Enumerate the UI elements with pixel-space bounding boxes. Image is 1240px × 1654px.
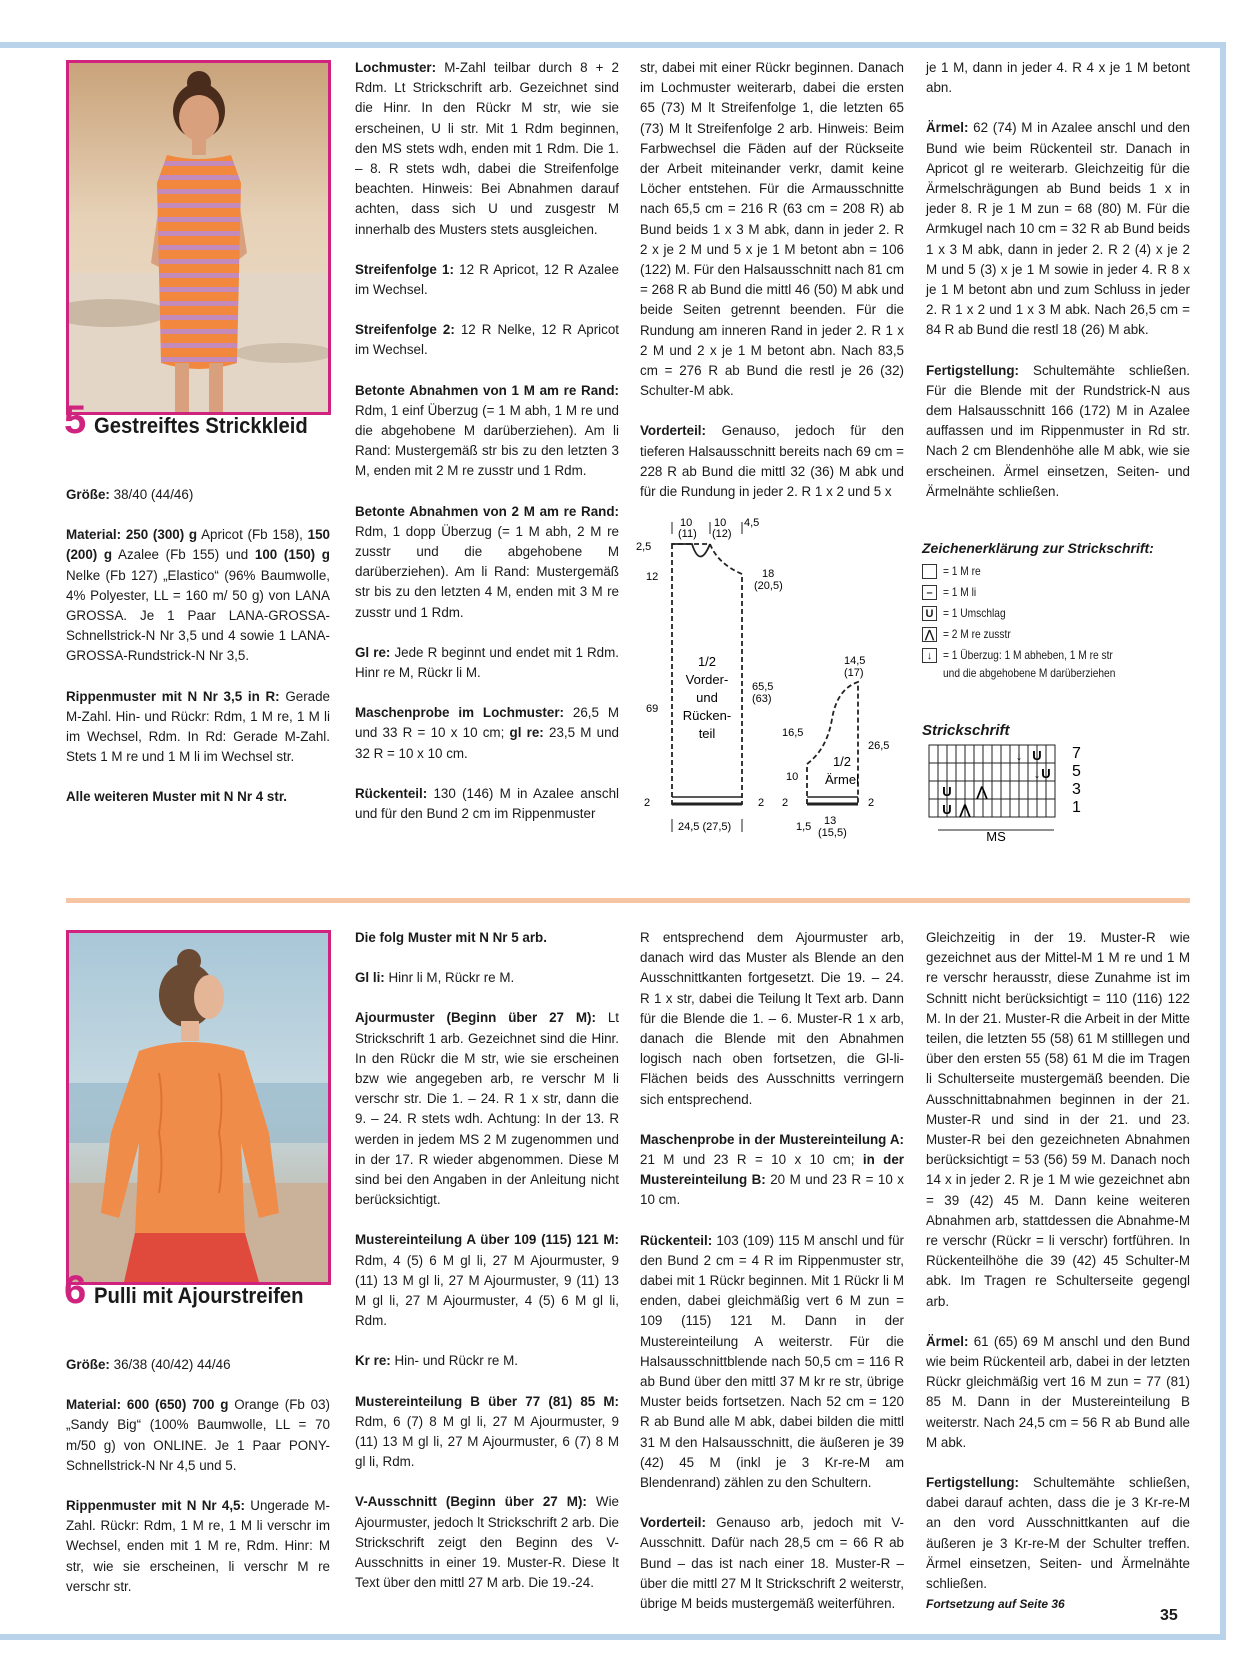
p5-fertig: Fertigstellung: Schultemähte schließen. Für die Blende mit der Rundstrick-N aus dem Halsausschnitt 166 (172) M in Azalee auffassen und im Rippenmuster in Rd str. Nach 2 cm Blendenhöhe alle M abk, wie sie erscheinen. Ärmel einsetzen, Seiten- und Ärmelnähte schließen. [926, 362, 1190, 499]
p6-rib: Rippenmuster mit N Nr 4,5: Ungerade M-Zahl. Rückr: Rdm, 1 M re, 1 M li verschr im Wechsel, enden mit 1 M re, Rdm. Hinr: M str, wie sie erscheinen, li verschr M re verschr str. [66, 1498, 331, 1594]
body-label-2: Vorder- [685, 672, 729, 687]
project5-title: Gestreiftes Strickkleid [94, 413, 309, 438]
legend-row: = 1 M re [922, 564, 1172, 585]
project5-col2 [355, 58, 619, 844]
dim-s-low: 10 [786, 771, 799, 783]
chart-cell [965, 745, 974, 763]
chart-cell [1037, 799, 1046, 817]
section-separator [66, 898, 1190, 903]
photo-striped-dress [66, 60, 331, 415]
legend-row: – = 1 M li [922, 585, 1172, 606]
chart-cell [965, 781, 974, 799]
p6-size: Größe: 36/38 (40/42) 44/46 [66, 1357, 231, 1372]
p6-eintA: Mustereinteilung A über 109 (115) 121 M: Rdm, 4 (5) 6 M gl li, 27 M Ajourmuster, 9 (11) 13 M gl li, 27 M Ajourmuster, 9 (11) 13 M gl li, 27 M Ajourmuster, 4 (5) 6 M gl li, Rdm. [355, 1232, 619, 1329]
project6-title: Pulli mit Ajourstreifen [94, 1283, 304, 1308]
p5-material: Material: 250 (300) g Apricot (Fb 158), 150 (200) g Azalee (Fb 155) und 100 (150) g Nelke (Fb 127) „Elastico“ (96% Baumwolle, 4% Polyester, LL = 160 m/ 50 g) von LANA GROSSA. Je 1 Paar LANA-GROSSA-Schnellstrick-N Nr 3,5 und 4 sowie 1 LANA-GROSSA-Rundstrick-N Nr 3,5. [66, 527, 330, 664]
chart-cell [1037, 781, 1046, 799]
yo-mark: U [942, 802, 952, 817]
p5-ruecken: Rückenteil: 130 (146) M in Azalee anschl und für den Bund 2 cm im Rippenmuster [355, 785, 619, 822]
p5-col4-cont: je 1 M, dann in jeder 4. R 4 x je 1 M betont abn. [926, 60, 1190, 96]
purl-symbol-icon: – [922, 585, 937, 600]
yo-mark: U [1041, 766, 1051, 781]
p6-krre: Kr re: Hin- und Rückr re M. [355, 1353, 518, 1369]
project5-col1 [66, 485, 330, 828]
chart-cell [929, 763, 938, 781]
p5-other: Alle weiteren Muster mit N Nr 4 str. [66, 789, 288, 805]
sleeve-label-2: Ärmel [825, 772, 859, 787]
dim-s-right: 26,5 [868, 740, 890, 752]
p6-col4-cont: Gleichzeitig in der 19. Muster-R wie gezeichnet aus der Mittel-M 1 M re und 1 M re verschr herausstr, diese Zunahme ist im Schnitt nicht berücksichtigt = 110 (116) 122 M. In der 21. Muster-R die Arbeit in der Mitte teilen, die letzten 55 (58) 61 M stilllegen und über den ersten 55 (58) 61 M die im Tragen li Schulterseite mustergemäß beenden. Die Ausschnittabnahmen beginnen in der 21. Muster-R und sind in der 21. und 23. Muster-R bei den gezeichneten Abnahmen berücksichtigt = 53 (56) 59 M. Danach noch 14 x in jeder 2. R je 1 M wie gezeichnet abn = 39 (42) 45 M. Dann keine weiteren Abnahmen arb, stattdessen die Abnahme-M re verschr (Rückr = li verschr) fortführen. In Rückenteilhöhe die 39 (42) 45 Schulter-M abk. Im Tragen re Schulterseite gegengl arb. [926, 930, 1190, 1309]
dim-s-left: 16,5 [782, 727, 804, 739]
chart-cell [992, 799, 1001, 817]
chart-cell [1046, 781, 1055, 799]
p5-aermel: Ärmel: 62 (74) M in Azalee anschl und den Bund wie beim Rückenteil str. Danach in Apricot gl re weiterarb. Gleichzeitig für die Ärmelschrägungen ab Bund beids 1 x in jeder 8. R je 1 M zun = 68 (80) M. Für die Armkugel nach 10 cm = 32 R ab Bund beids 1 x 3 M abk, dann in jeder 2. R 2 (4) x je 2 M und 5 (3) x je 1 M sowie in jeder 4. R 8 x je 1 M betont abn und zum Schluss in jeder 2. R 1 x 2 und 1 x 3 M abk. Nach 26,5 cm = 84 R ab Bund die restl 18 (26) M abk. [926, 120, 1190, 338]
chart-cell [983, 799, 992, 817]
chart-cell [956, 781, 965, 799]
body-label-4: Rücken- [682, 708, 732, 723]
chart-cell [947, 745, 956, 763]
p5-ruecken-cont: str, dabei mit einer Rückr beginnen. Danach im Lochmuster weiterarb, dabei die ersten 65 (73) M lt Streifenfolge 1, die letzten 65 (73) M lt Streifenfolge 2 arb. Hinweis: Beim Farbwechsel die Fäden auf der Rückseite der Arbeit miteinander verkr, damit keine Löcher entstehen. Für die Armausschnitte nach 65,5 cm = 216 R (63 cm = 208 R) ab Bund beids 1 x 3 M abk, dann in jeder 2. R 2 x je 2 M und 5 x je 1 M betont abn = 106 (122) M. Für den Halsausschnitt nach 81 cm = 268 R ab Bund die mittl 46 (50) M abk und beide Seiten getrennt beenden. Für die Rundung am inneren Rand in jeder 2. R 1 x 2 M und 2 x je 1 M betont abn. Nach 83,5 cm = 276 R ab Bund die restl je 26 (32) Schulter-M abk. [640, 60, 904, 399]
chart-cell [1019, 781, 1028, 799]
p6-vneck: V-Ausschnitt (Beginn über 27 M): Wie Ajourmuster, jedoch lt Strickschrift 2 arb. Die Strickschrift zeigt den Beginn des V-Ausschnitts in einer 19. Muster-R. Diese lt Text über den mittl 27 M arb. Die 19.-24. [355, 1494, 619, 1591]
chart-cell [974, 745, 983, 763]
chart-cell [1001, 763, 1010, 781]
dim-s-bund2: 2 [868, 797, 875, 809]
dim-top2b: (12) [712, 528, 732, 540]
chart-cell [929, 799, 938, 817]
knitting-chart [922, 744, 1092, 844]
project6-number: 6 [64, 1268, 87, 1312]
dim-armh: 65,5 [752, 681, 774, 693]
row-num: 1 [1072, 799, 1081, 816]
body-label-3: und [696, 690, 718, 705]
p6-eintB: Mustereinteilung B über 77 (81) 85 M: Rdm, 6 (7) 8 M gl li, 27 M Ajourmuster, 9 (11) 13 M gl li, 27 M Ajourmuster, 6 (7) 8 M gl li, Rdm. [355, 1393, 619, 1470]
project5-heading [64, 398, 327, 443]
yo-mark: U [1032, 748, 1042, 763]
p5-lochmuster: Lochmuster: M-Zahl teilbar durch 8 + 2 Rdm. Lt Strickschrift arb. Gezeichnet sind die Hinr. In den Rückr M str, wie sie erscheinen, U li str. Mit 1 Rdm beginnen, den MS stets wdh, enden mit 1 Rdm. Die 1. – 8. R stets wdh, dabei die Streifenfolge beachten. Hinweis: Bei Abnahmen darauf achten, dass sich U und zusgestr M innerhalb des Musters stets ausgleichen. [355, 60, 619, 237]
legend-row: ↓ = 1 Überzug: 1 M abheben, 1 M re str und die abgehobene M darüberziehen [922, 648, 1172, 680]
repeat-label: MS [986, 829, 1006, 844]
sleeve-label-1: 1/2 [832, 754, 852, 769]
continued-note: Fortsetzung auf Seite 36 [926, 1597, 1065, 1612]
dim-neck1: 2,5 [636, 541, 652, 553]
p6-ajour: Ajourmuster (Beginn über 27 M): Lt Strickschrift 1 arb. Gezeichnet sind die Hinr. In den Rückr die M str, wie sie erscheinen bzw wie angegeben arb, re verschr M li verschr str. Die 1. – 24. R 1 x str, dann die 9. – 24. R stets wdh. Achtung: In der 13. R werden in jedem MS 2 M zugenommen und in der 17. R wieder abgenommen. Diese M sind bei den Angaben in der Anleitung nicht berücksichtigt. [355, 1010, 619, 1208]
chart-cell [1001, 799, 1010, 817]
k2tog-symbol-icon: ⋀ [922, 627, 937, 642]
skp-symbol-icon: ↓ [922, 648, 937, 663]
chart-cell [974, 763, 983, 781]
chart-cell [1010, 799, 1019, 817]
dim-s-top: 14,5 [844, 655, 866, 667]
chart-cell [947, 763, 956, 781]
chart-cell [1046, 745, 1055, 763]
symbol-legend [922, 540, 1172, 680]
chart-cell [1028, 781, 1037, 799]
dim-bund2: 2 [758, 797, 765, 809]
p6-aermel: Ärmel: 61 (65) 69 M anschl und den Bund wie beim Rückenteil arb, dabei in der letzten Rückr gleichmäßig vert 16 M zun = 77 (81) 85 M. Dann in der Mustereinteilung B weiterstr. Nach 24,5 cm = 56 R ab Bund alle M abk. [926, 1333, 1190, 1450]
project5-col3 [640, 58, 904, 522]
p5-size: Größe: 38/40 (44/46) [66, 487, 194, 502]
chart-cell [1010, 763, 1019, 781]
p6-vorderteil: Vorderteil: Genauso arb, jedoch mit V-Ausschnitt. Dafür nach 28,5 cm = 66 R ab Bund – das ist nach einer 18. Muster-R – über die mittl 27 M lt Strickschrift 2 weiterstr, übrige M beids mustergemäß weiterführen. [640, 1515, 904, 1612]
dim-s-topb: (17) [844, 667, 864, 679]
knit-symbol-icon [922, 564, 937, 579]
project5-col4 [926, 58, 1190, 522]
yarn-over-symbol-icon: U [922, 606, 937, 621]
dim-neck2: 12 [646, 571, 659, 583]
chart-cell [1001, 745, 1010, 763]
dim-shoulder: 18 [762, 568, 775, 580]
k2tog-mark: ⋀ [976, 784, 988, 799]
row-num: 3 [1072, 781, 1081, 798]
dim-height: 69 [646, 703, 659, 715]
skp-mark: ↓ [1015, 748, 1023, 763]
legend-row: ⋀ = 2 M re zusstr [922, 627, 1172, 648]
project6-heading [64, 1268, 322, 1313]
project5-number: 5 [64, 398, 87, 442]
photo-ajour-sweater [66, 930, 331, 1285]
chart-cell [1019, 799, 1028, 817]
project5-pattern-schematic [632, 514, 922, 849]
chart-cell [974, 799, 983, 817]
chart-cell [929, 781, 938, 799]
p5-streifen2: Streifenfolge 2: 12 R Nelke, 12 R Apricot im Wechsel. [355, 322, 619, 358]
dim-s-bund: 2 [782, 797, 789, 809]
p5-abn2: Betonte Abnahmen von 2 M am re Rand: Rdm, 1 dopp Überzug (= 1 M abh, 2 M re zusstr und die abgehobene M darüberziehen). Am li Rand: Mustergemäß str bis zu den letzten 4 M, enden mit 3 M re zusstr und 1 Rdm. [355, 503, 619, 620]
chart-cell [1019, 763, 1028, 781]
project6-col2 [355, 928, 619, 1613]
chart-cell [929, 745, 938, 763]
dim-top2: 10 [714, 517, 727, 529]
project6-col1 [66, 1355, 330, 1617]
p5-vorderteil: Vorderteil: Genauso, jedoch für den tieferen Halsausschnitt bereits nach 69 cm = 228 R ab Bund die mittl 32 (36) M abk und für die Rundung in jeder 2. R 1 x 2 und 5 x [640, 423, 904, 500]
chart-cell [992, 745, 1001, 763]
p5-streifen1: Streifenfolge 1: 12 R Apricot, 12 R Azalee im Wechsel. [355, 261, 620, 298]
chart-cell [1046, 799, 1055, 817]
p6-needles: Die folg Muster mit N Nr 5 arb. [355, 930, 547, 945]
dim-top3: 4,5 [744, 517, 760, 529]
p6-maschenprobe: Maschenprobe in der Mustereinteilung A: 21 M und 23 R = 10 x 10 cm; in der Mustereinteilung B: 20 M und 23 R = 10 x 10 cm. [640, 1131, 904, 1208]
chart-cell [1028, 799, 1037, 817]
chart-cell [983, 745, 992, 763]
project6-col3 [640, 928, 904, 1634]
skp-mark: ↓ [1033, 766, 1041, 781]
p5-glre: Gl re: Jede R beginnt und endet mit 1 Rdm. Hinr re M, Rückr li M. [355, 644, 619, 681]
row-num: 7 [1072, 745, 1081, 762]
legend-title: Zeichenerklärung zur Strickschrift: [922, 540, 1154, 556]
chart-cell [1010, 781, 1019, 799]
p6-material: Material: 600 (650) 700 g Orange (Fb 03) „Sandy Big“ (100% Baumwolle, LL = 70 m/50 g) von ONLINE. Je 1 Paar PONY-Schnellstrick-N Nr 4,5 und 5. [66, 1397, 330, 1473]
p5-abn1: Betonte Abnahmen von 1 M am re Rand: Rdm, 1 einf Überzug (= 1 M abh, 1 M re und die abgehobene M darüberziehen). Am li Rand: Mustergemäß str bis zu den letzten 3 M, enden mit 2 M re zusstr und 1 Rdm. [355, 382, 619, 479]
p6-glli: Gl li: Hinr li M, Rückr re M. [355, 970, 515, 986]
project6-col4 [926, 928, 1190, 1615]
dim-shoulderb: (20,5) [754, 580, 783, 592]
chart-title: Strickschrift [922, 722, 1010, 739]
body-label-5: teil [698, 726, 716, 741]
p5-maschenprobe: Maschenprobe im Lochmuster: 26,5 M und 33 R = 10 x 10 cm; gl re: 23,5 M und 32 R = 10 x 10 cm. [355, 705, 619, 761]
chart-cell [956, 763, 965, 781]
dim-armhb: (63) [752, 693, 772, 705]
chart-cell [956, 745, 965, 763]
yo-mark: U [942, 784, 952, 799]
chart-cell [992, 781, 1001, 799]
dim-s-side: 1,5 [796, 821, 812, 833]
legend-row: U = 1 Umschlag [922, 606, 1172, 627]
p6-vneck-cont: R entsprechend dem Ajourmuster arb, danach wird das Muster als Blende an den Ausschnittkanten fortgesetzt. Die 19. – 24. R 1 x str, dabei die Teilung lt Text arb. Dann für die Blende die 1. – 6. Muster-R 1 x arb, danach die Blende mit den Abnahmen logisch nach oben fortsetzen, die Gl-li-Flächen beids des Ausschnitts verringern sich entsprechend. [640, 930, 904, 1107]
dim-top1b: (11) [678, 528, 697, 540]
chart-cell [938, 745, 947, 763]
page-number: 35 [1160, 1607, 1178, 1624]
chart-cell [965, 763, 974, 781]
row-num: 5 [1072, 763, 1081, 780]
p6-fertig: Fertigstellung: Schultemähte schließen, dabei darauf achten, dass die je 3 Kr-re-M an den vord Ausschnittkanten auf die äußeren je 3 Kr-re-M der Schulter treffen. Ärmel einsetzen, Seiten- und Ärmelnähte schließen. [926, 1475, 1190, 1592]
p6-ruecken: Rückenteil: 103 (109) 115 M anschl und für den Bund 2 cm = 4 R im Rippenmuster str, dabei mit 1 Rückr beginnen. Mit 1 Rückr li M enden, dabei gleichmäßig vert 6 M zun = 109 (115) 121 M. Dann in der Mustereinteilung A weiterstr. Für die Halsausschnittblende nach 50,5 cm = 116 R ab Bund über den mittl 37 M kr re str, übrige Muster beids fortsetzen. Nach 52 cm = 120 R ab Bund alle M abk, dabei bilden die mittl 31 M den Halsausschnitt, die äußeren je 39 (42) 45 M (inkl je 3 Kr-re-M am Blendenrand) zählen zu den Schultern. [640, 1232, 904, 1491]
k2tog-mark: ⋀ [959, 802, 971, 817]
chart-cell [983, 763, 992, 781]
chart-cell [992, 763, 1001, 781]
chart-cell [938, 763, 947, 781]
body-label-1: 1/2 [697, 654, 717, 669]
dim-s-widthb: (15,5) [818, 827, 847, 839]
p5-rib: Rippenmuster mit N Nr 3,5 in R: Gerade M-Zahl. Hin- und Rückr: Rdm, 1 M re, 1 M li im Wechsel, Rdm. In Rd: Gerade M-Zahl. Stets 1 M re und 1 M li im Wechsel str. [66, 688, 330, 765]
dim-s-width: 13 [824, 815, 837, 827]
dim-width: 24,5 (27,5) [678, 821, 732, 833]
dim-top1: 10 [680, 517, 693, 529]
chart-cell [1001, 781, 1010, 799]
dim-bund: 2 [644, 797, 651, 809]
